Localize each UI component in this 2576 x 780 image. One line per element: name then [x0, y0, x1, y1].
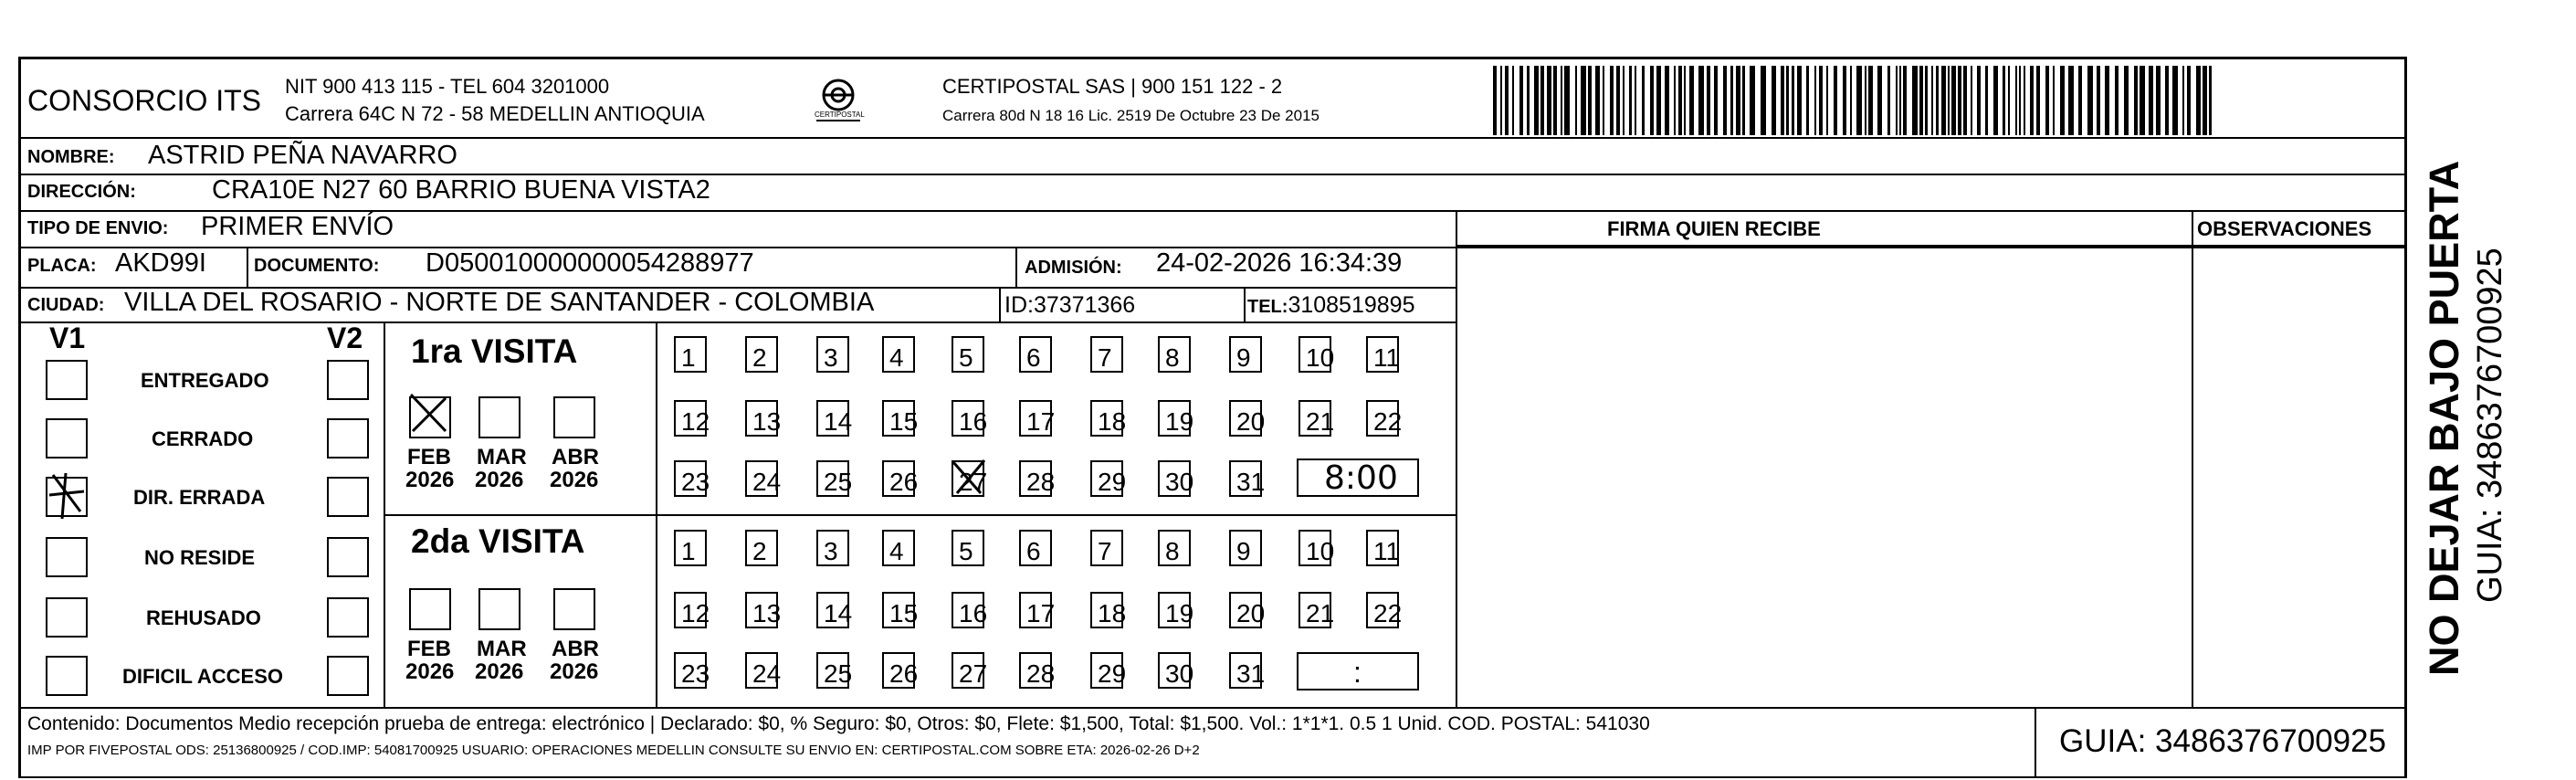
frame-top: [18, 57, 2406, 59]
v2-checkbox[interactable]: [327, 360, 369, 400]
frame-left: [18, 57, 21, 778]
observaciones-header: OBSERVACIONES: [2197, 217, 2372, 240]
second-visit-day-box[interactable]: [1229, 530, 1262, 566]
first-visit-day-box[interactable]: [1299, 400, 1335, 437]
v1-checkbox[interactable]: [46, 477, 88, 517]
year-label: 2026: [550, 659, 599, 684]
status-label: DIFICIL ACCESO: [122, 665, 284, 688]
company-address: Carrera 64C N 72 - 58 MEDELLIN ANTIOQUIA: [285, 102, 705, 125]
footer-contenido: Contenido: Documentos Medio recepción prueba de entrega: electrónico | Declarado: $0, % Seguro: $0, Otros: $0, Flete: $1,500, Total: $1,500. Vol.: 1*1*1. 0.5 1 Unid. COD. POSTAL: 541030: [27, 713, 1650, 734]
second-visit-day-box[interactable]: [1299, 530, 1335, 566]
first-visit-time: 8:00: [1324, 459, 1398, 497]
day-number: 8: [1165, 537, 1180, 565]
day-number: 21: [1306, 407, 1335, 436]
carrier-name: CERTIPOSTAL SAS | 900 151 122 - 2: [942, 75, 1283, 98]
nombre-label: NOMBRE:: [27, 147, 115, 167]
first-visit-title: 1ra VISITA: [411, 332, 578, 370]
second-visit-day-box[interactable]: [1090, 530, 1123, 566]
v1-checkbox[interactable]: [46, 360, 88, 400]
second-visit-day-box[interactable]: [952, 530, 984, 566]
second-visit-month-checkbox[interactable]: [478, 588, 520, 630]
first-visit-day-box[interactable]: [882, 400, 919, 437]
first-visit-day-box[interactable]: [1158, 460, 1194, 497]
second-visit-day-box[interactable]: [674, 652, 710, 689]
day-number: 10: [1306, 537, 1335, 565]
line-row5: [18, 321, 1456, 323]
day-number: 25: [824, 659, 853, 688]
day-number: 10: [1306, 343, 1335, 372]
first-visit-day-box[interactable]: [1019, 400, 1056, 437]
line-header: [18, 137, 2406, 139]
v2-label: V2: [327, 321, 363, 354]
placa-value: AKD99I: [115, 248, 206, 278]
documento-value: D050010000000054288977: [426, 248, 754, 278]
day-number: 23: [681, 659, 710, 688]
first-visit-day-box[interactable]: [952, 336, 984, 373]
day-number: 2: [752, 537, 767, 565]
first-visit-day-box[interactable]: [1090, 460, 1127, 497]
first-visit-day-box[interactable]: [882, 460, 919, 497]
second-visit-day-box[interactable]: [882, 652, 919, 689]
day-number: 3: [824, 343, 838, 372]
certipostal-logo: CERTIPOSTAL: [811, 73, 866, 128]
v2-checkbox[interactable]: [327, 418, 369, 459]
day-number: 22: [1373, 599, 1403, 627]
divider-placa: [247, 247, 248, 287]
year-label: 2026: [405, 468, 455, 492]
ciudad-value: VILLA DEL ROSARIO - NORTE DE SANTANDER - COLOMBIA: [124, 288, 875, 317]
day-number: 8: [1165, 343, 1180, 372]
second-visit-day-box[interactable]: [1299, 592, 1335, 628]
day-number: 6: [1026, 537, 1041, 565]
first-visit-day-box[interactable]: [1229, 336, 1262, 373]
day-number: 30: [1165, 659, 1194, 688]
first-visit-day-box[interactable]: [674, 400, 710, 437]
day-number: 16: [959, 407, 988, 436]
side-guia: GUIA: 3486376700925: [2471, 248, 2509, 603]
tipo-value: PRIMER ENVÍO: [201, 212, 394, 241]
second-visit-day-box[interactable]: [674, 530, 707, 566]
id-value: 37371366: [1033, 292, 1136, 318]
day-number: 27: [959, 468, 988, 496]
divider-firma: [1456, 210, 1457, 707]
second-visit-time-box[interactable]: [1297, 652, 1419, 690]
day-number: 31: [1236, 659, 1266, 688]
first-visit-day-box[interactable]: [952, 460, 988, 497]
first-visit-day-box[interactable]: [745, 400, 782, 437]
second-visit-day-box[interactable]: [1229, 592, 1266, 628]
second-visit-day-box[interactable]: [1019, 530, 1052, 566]
admision-label: ADMISIÓN:: [1025, 258, 1122, 278]
day-number: 7: [1098, 343, 1112, 372]
first-visit-day-box[interactable]: [1158, 400, 1194, 437]
second-visit-day-box[interactable]: [882, 592, 919, 628]
firma-header: FIRMA QUIEN RECIBE: [1607, 217, 1821, 240]
id-label: ID:: [1004, 292, 1034, 318]
tipo-label: TIPO DE ENVIO:: [27, 218, 169, 238]
first-visit-month-checkbox[interactable]: [478, 396, 520, 438]
day-number: 21: [1306, 599, 1335, 627]
second-visit-day-box[interactable]: [1366, 592, 1403, 628]
year-label: 2026: [475, 468, 524, 492]
v2-checkbox[interactable]: [327, 656, 369, 696]
day-number: 12: [681, 599, 710, 627]
divider-documento: [1015, 247, 1017, 287]
first-visit-day-box[interactable]: [745, 460, 782, 497]
first-visit-day-box[interactable]: [1229, 400, 1266, 437]
status-label: CERRADO: [152, 427, 254, 450]
year-label: 2026: [475, 659, 524, 684]
first-visit-day-box[interactable]: [816, 460, 853, 497]
second-visit-day-box[interactable]: [1019, 652, 1056, 689]
second-visit-day-box[interactable]: [1229, 652, 1266, 689]
first-visit-month-checkbox[interactable]: [409, 396, 451, 438]
second-visit-day-box[interactable]: [1158, 592, 1194, 628]
day-number: 5: [959, 537, 973, 565]
year-label: 2026: [405, 659, 455, 684]
second-visit-day-box[interactable]: [816, 652, 853, 689]
second-visit-day-box[interactable]: [816, 530, 849, 566]
day-number: 16: [959, 599, 988, 627]
direccion-value: CRA10E N27 60 BARRIO BUENA VISTA2: [212, 175, 710, 205]
day-number: 25: [824, 468, 853, 496]
line-footer: [18, 707, 2405, 709]
day-number: 14: [824, 407, 853, 436]
day-number: 28: [1026, 659, 1056, 688]
divider-id: [1244, 287, 1246, 321]
day-number: 1: [681, 343, 696, 372]
day-number: 6: [1026, 343, 1041, 372]
side-warning: NO DEJAR BAJO PUERTA: [2421, 160, 2467, 676]
placa-label: PLACA:: [27, 256, 97, 276]
day-number: 7: [1098, 537, 1112, 565]
nombre-value: ASTRID PEÑA NAVARRO: [148, 141, 457, 170]
month-label: ABR: [552, 637, 599, 661]
footer-guia: GUIA: 3486376700925: [2059, 723, 2387, 759]
day-number: 30: [1165, 468, 1194, 496]
month-label: FEB: [407, 445, 451, 469]
first-visit-day-box[interactable]: [1019, 336, 1052, 373]
tel-value: 3108519895: [1288, 292, 1415, 318]
first-visit-day-box[interactable]: [816, 400, 853, 437]
status-label: DIR. ERRADA: [133, 486, 266, 509]
first-visit-day-box[interactable]: [952, 400, 988, 437]
day-number: 4: [889, 343, 904, 372]
day-number: 17: [1026, 407, 1056, 436]
day-number: 24: [752, 659, 782, 688]
day-number: 1: [681, 537, 696, 565]
day-number: 24: [752, 468, 782, 496]
day-number: 20: [1236, 407, 1266, 436]
v1-checkbox[interactable]: [46, 597, 88, 638]
day-number: 22: [1373, 407, 1403, 436]
ciudad-label: CIUDAD:: [27, 295, 105, 315]
admision-value: 24-02-2026 16:34:39: [1156, 248, 1403, 278]
day-number: 11: [1373, 537, 1401, 565]
day-number: 19: [1165, 407, 1194, 436]
first-visit-day-box[interactable]: [674, 336, 707, 373]
v2-checkbox[interactable]: [327, 477, 369, 517]
first-visit-day-box[interactable]: [816, 336, 849, 373]
company-name: CONSORCIO ITS: [27, 84, 262, 117]
day-number: 12: [681, 407, 710, 436]
second-visit-time: :: [1353, 656, 1362, 689]
v1-label: V1: [49, 321, 86, 354]
first-visit-time-box[interactable]: [1297, 459, 1419, 497]
first-visit-month-checkbox[interactable]: [553, 396, 595, 438]
v2-checkbox[interactable]: [327, 597, 369, 638]
day-number: 18: [1098, 407, 1127, 436]
v1-checkbox[interactable]: [46, 537, 88, 577]
v2-checkbox[interactable]: [327, 537, 369, 577]
day-number: 20: [1236, 599, 1266, 627]
day-number: 17: [1026, 599, 1056, 627]
divider-observaciones: [2192, 210, 2193, 707]
second-visit-day-box[interactable]: [745, 652, 782, 689]
direccion-label: DIRECCIÓN:: [27, 182, 136, 202]
first-visit-day-box[interactable]: [1158, 336, 1191, 373]
tel-label: TEL:: [1247, 297, 1288, 317]
second-visit-title: 2da VISITA: [411, 522, 585, 560]
year-label: 2026: [550, 468, 599, 492]
day-number: 4: [889, 537, 904, 565]
status-label: NO RESIDE: [144, 546, 256, 569]
day-number: 13: [752, 599, 782, 627]
month-label: FEB: [407, 637, 451, 661]
day-number: 19: [1165, 599, 1194, 627]
first-visit-day-box[interactable]: [674, 460, 710, 497]
first-visit-day-box[interactable]: [1366, 336, 1399, 373]
month-label: MAR: [477, 637, 527, 661]
second-visit-day-box[interactable]: [674, 592, 710, 628]
first-visit-day-box[interactable]: [1019, 460, 1056, 497]
day-number: 3: [824, 537, 838, 565]
second-visit-day-box[interactable]: [1158, 530, 1191, 566]
second-visit-day-box[interactable]: [1090, 652, 1127, 689]
first-visit-day-box[interactable]: [1229, 460, 1266, 497]
second-visit-day-box[interactable]: [745, 592, 782, 628]
day-number: 11: [1373, 343, 1401, 372]
first-visit-day-box[interactable]: [745, 336, 778, 373]
day-number: 15: [889, 407, 919, 436]
day-number: 9: [1236, 343, 1251, 372]
day-number: 29: [1098, 659, 1127, 688]
first-visit-day-box[interactable]: [1090, 400, 1127, 437]
second-visit-day-box[interactable]: [1090, 592, 1127, 628]
second-visit-month-checkbox[interactable]: [409, 588, 451, 630]
day-number: 27: [959, 659, 988, 688]
first-visit-day-box[interactable]: [1299, 336, 1335, 373]
line-column-headers: [1456, 245, 2405, 247]
v1-checkbox[interactable]: [46, 418, 88, 459]
day-number: 23: [681, 468, 710, 496]
day-number: 5: [959, 343, 973, 372]
second-visit-day-box[interactable]: [1158, 652, 1194, 689]
day-number: 13: [752, 407, 782, 436]
carrier-address: Carrera 80d N 18 16 Lic. 2519 De Octubre 23 De 2015: [942, 107, 1320, 124]
v1-checkbox[interactable]: [46, 656, 88, 696]
company-nit: NIT 900 413 115 - TEL 604 3201000: [285, 75, 610, 98]
day-number: 2: [752, 343, 767, 372]
line-visits: [384, 514, 1456, 516]
documento-label: DOCUMENTO:: [254, 256, 380, 276]
day-number: 31: [1236, 468, 1266, 496]
frame-bottom: [18, 776, 2406, 778]
first-visit-day-box[interactable]: [1090, 336, 1123, 373]
day-number: 29: [1098, 468, 1127, 496]
month-label: MAR: [477, 445, 527, 469]
day-number: 15: [889, 599, 919, 627]
second-visit-day-box[interactable]: [745, 530, 778, 566]
day-number: 9: [1236, 537, 1251, 565]
second-visit-day-box[interactable]: [952, 592, 988, 628]
day-number: 28: [1026, 468, 1056, 496]
frame-right: [2404, 57, 2407, 778]
day-mark-icon: [950, 457, 986, 493]
day-number: 14: [824, 599, 853, 627]
footer-imp: IMP POR FIVEPOSTAL ODS: 25136800925 / COD.IMP: 54081700925 USUARIO: OPERACIONES MEDELLIN CONSULTE SU ENVIO EN: CERTIPOSTAL.COM SOBRE ETA: 2026-02-26 D+2: [27, 743, 1200, 758]
second-visit-day-box[interactable]: [1019, 592, 1056, 628]
first-visit-day-box[interactable]: [882, 336, 915, 373]
day-number: 18: [1098, 599, 1127, 627]
status-label: ENTREGADO: [141, 369, 269, 392]
second-visit-day-box[interactable]: [1366, 530, 1399, 566]
day-number: 26: [889, 468, 919, 496]
divider-guia: [2035, 707, 2036, 778]
second-visit-day-box[interactable]: [952, 652, 988, 689]
status-label: REHUSADO: [146, 606, 261, 629]
barcode: [1493, 66, 2218, 135]
second-visit-day-box[interactable]: [816, 592, 853, 628]
first-visit-day-box[interactable]: [1366, 400, 1403, 437]
second-visit-day-box[interactable]: [882, 530, 915, 566]
day-number: 26: [889, 659, 919, 688]
divider-ciudad: [999, 287, 1001, 321]
second-visit-month-checkbox[interactable]: [553, 588, 595, 630]
month-label: ABR: [552, 445, 599, 469]
